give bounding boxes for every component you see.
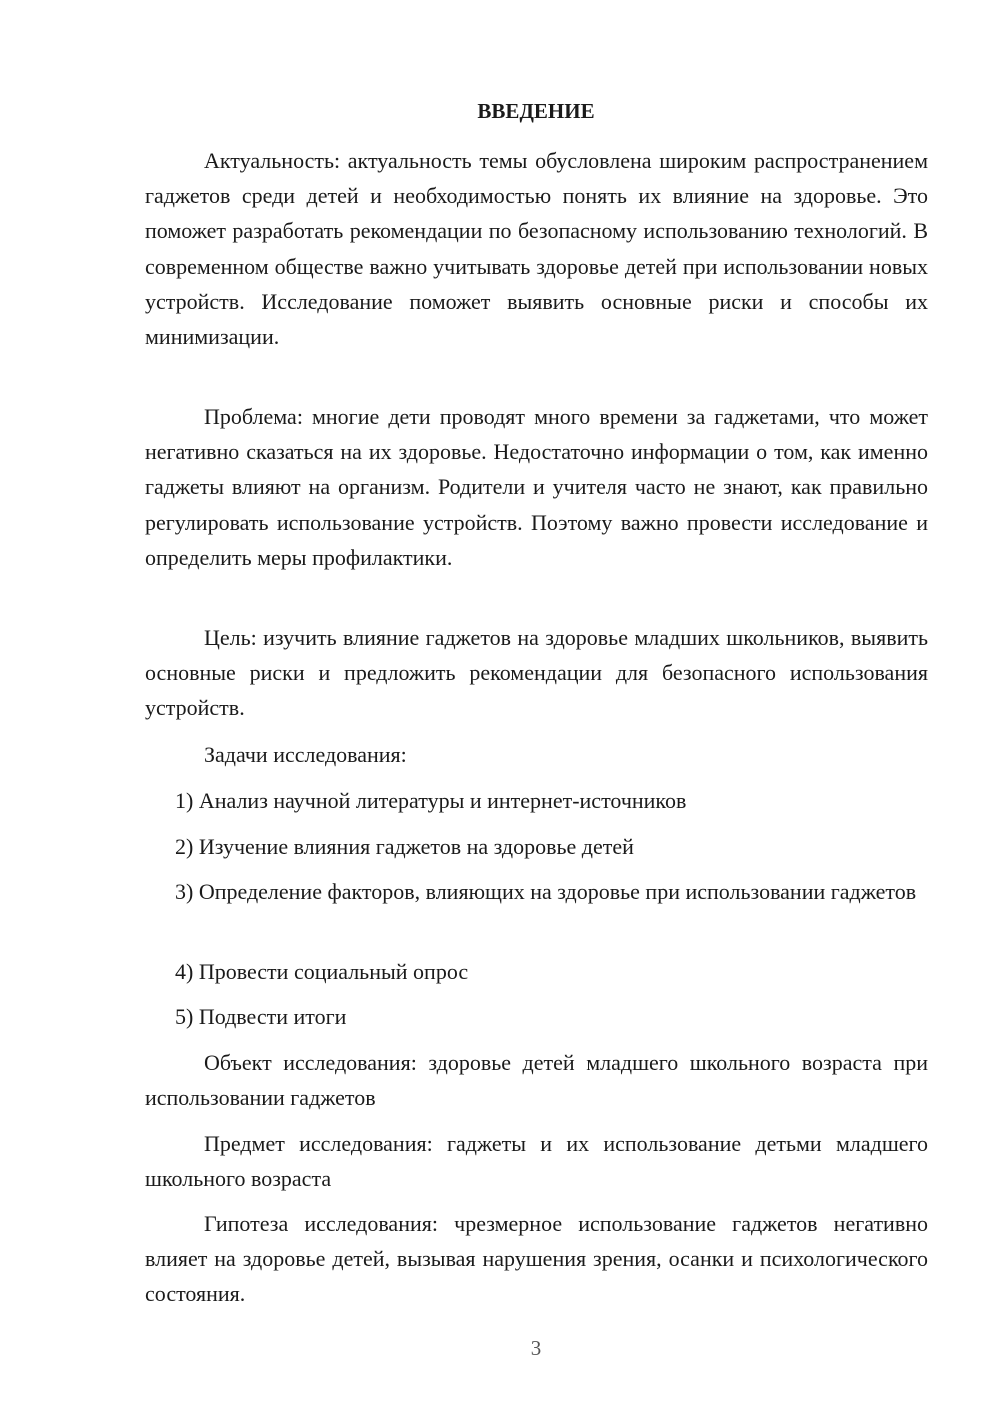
hypothesis-paragraph: Гипотеза исследования: чрезмерное использование гаджетов негативно влияет на здоровье детей, вызывая нарушения зрения, осанки и психологического состояния. bbox=[145, 1211, 928, 1307]
task-item-5: 5) Подвести итоги bbox=[175, 1004, 347, 1029]
page-number: 3 bbox=[530, 1336, 542, 1360]
task-item-2: 2) Изучение влияния гаджетов на здоровье детей bbox=[175, 834, 634, 859]
task-item-1: 1) Анализ научной литературы и интернет-источников bbox=[175, 788, 687, 813]
tasks-heading: Задачи исследования: bbox=[204, 742, 407, 767]
object-paragraph: Объект исследования: здоровье детей младшего школьного возраста при использовании гаджетов bbox=[145, 1050, 928, 1111]
problem-paragraph: Проблема: многие дети проводят много времени за гаджетами, что может негативно сказаться на их здоровье. Недостаточно информации о том, как именно гаджеты влияют на организм. Родители и учителя часто не знают, как правильно регулировать использование устройств. Поэтому важно провести исследование и определить меры профилактики. bbox=[145, 404, 928, 570]
task-item-4: 4) Провести социальный опрос bbox=[175, 959, 469, 984]
subject-paragraph: Предмет исследования: гаджеты и их использование детьми младшего школьного возраста bbox=[145, 1131, 928, 1192]
relevance-paragraph: Актуальность: актуальность темы обусловлена широким распространением гаджетов среди детей и необходимостью понять их влияние на здоровье. Это поможет разработать рекомендации по безопасному использованию технологий. В современном обществе важно учитывать здоровье детей при использовании новых устройств. Исследование поможет выявить основные риски и способы их минимизации. bbox=[145, 148, 928, 350]
task-item-3: 3) Определение факторов, влияющих на здоровье при использовании гаджетов bbox=[175, 879, 917, 904]
goal-paragraph: Цель: изучить влияние гаджетов на здоровье младших школьников, выявить основные риски и предложить рекомендации для безопасного использования устройств. bbox=[145, 625, 928, 721]
page-title: ВВЕДЕНИЕ bbox=[477, 99, 595, 123]
